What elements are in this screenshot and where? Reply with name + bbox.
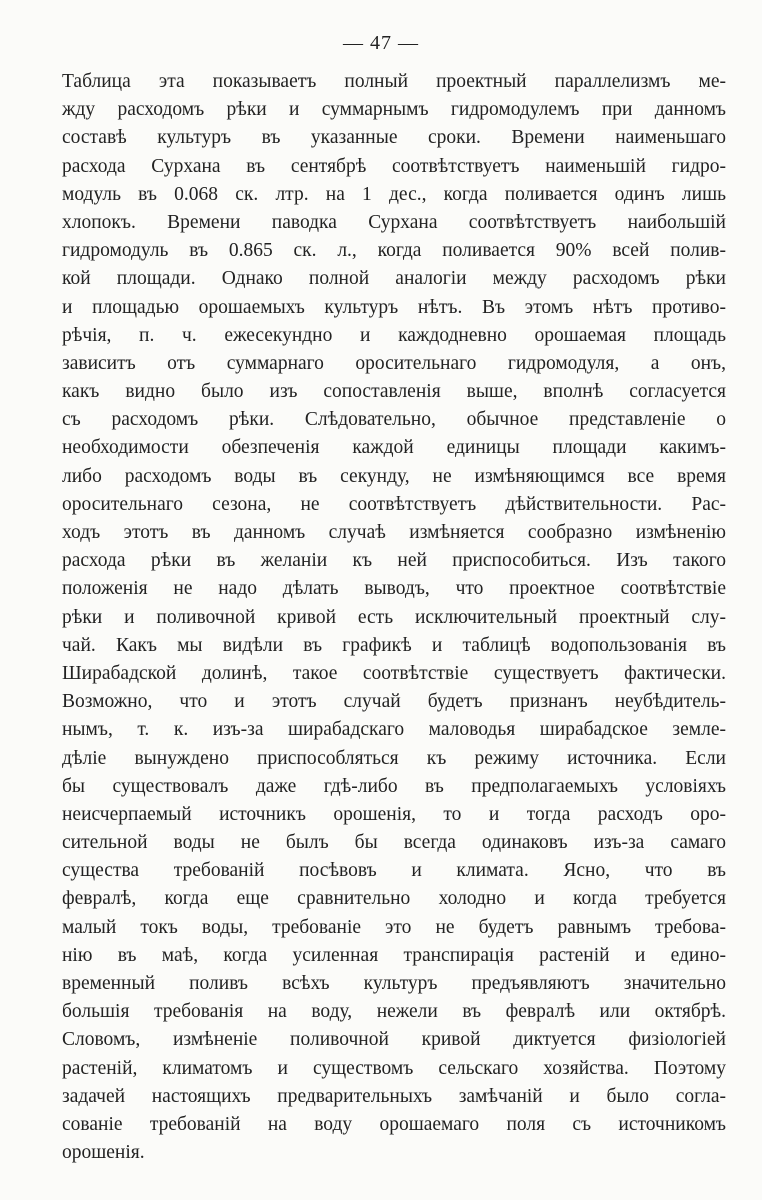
text-line: рѣки и поливочной кривой есть исключительный проектный слу- — [62, 606, 726, 628]
text-line: жду расходомъ рѣки и суммарнымъ гидромодулемъ при данномъ — [62, 99, 726, 121]
text-line: расхода Сурхана въ сентябрѣ соотвѣтствуетъ наименьшій гидро- — [62, 155, 726, 177]
text-line: орошенія. — [62, 1142, 145, 1164]
text-line: чай. Какъ мы видѣли въ графикѣ и таблицѣ водопользованія въ — [62, 634, 726, 656]
text-line: модуль въ 0.068 ск. лтр. на 1 дес., когда поливается одинъ лишь — [62, 183, 726, 205]
text-line: задачей настоящихъ предварительныхъ замѣчаній и было согла- — [62, 1085, 726, 1107]
text-line: необходимости обезпеченія каждой единицы площади какимъ- — [62, 437, 726, 459]
text-line: Возможно, что и этотъ случай будетъ признанъ неубѣдитель- — [62, 691, 726, 713]
text-line: рѣчія, п. ч. ежесекундно и каждодневно орошаемая площадь — [62, 324, 726, 346]
text-line: малый токъ воды, требованіе это не будетъ равнымъ требова- — [62, 916, 726, 938]
text-line: сительной воды не былъ бы всегда одинаковъ изъ-за самаго — [62, 832, 726, 854]
page-number: — 47 — — [343, 32, 419, 54]
text-line: Словомъ, измѣненіе поливочной кривой диктуется физіологіей — [62, 1029, 726, 1051]
text-line: хлопокъ. Времени паводка Сурхана соотвѣтствуетъ наибольшій — [62, 211, 726, 233]
text-line: ходъ этотъ въ данномъ случаѣ измѣняется сообразно измѣненію — [62, 522, 726, 543]
text-line: и площадью орошаемыхъ культуръ нѣтъ. Въ этомъ нѣтъ противо- — [62, 296, 726, 318]
text-line: дѣліе вынуждено приспособляться къ режиму источника. Если — [62, 747, 726, 769]
text-line: февралѣ, когда еще сравнительно холодно и когда требуется — [62, 888, 726, 910]
text-line: составѣ культуръ въ указанные сроки. Времени наименьшаго — [62, 127, 726, 149]
text-line: Таблица эта показываетъ полный проектный параллелизмъ ме- — [62, 71, 726, 92]
text-line: большія требованія на воду, нежели въ февралѣ или октябрѣ. — [62, 1001, 726, 1023]
text-line: оросительнаго сезона, не соотвѣтствуетъ дѣйствительности. Рас- — [62, 493, 726, 515]
text-line: временный поливъ всѣхъ культуръ предъявляютъ значительно — [62, 973, 726, 994]
text-line: Ширабадской долинѣ, такое соотвѣтствіе существуетъ фактически. — [62, 662, 726, 684]
text-line: кой площади. Однако полной аналогіи между расходомъ рѣки — [62, 268, 726, 290]
text-line: бы существовалъ даже гдѣ-либо въ предполагаемыхъ условіяхъ — [62, 775, 726, 797]
text-line: гидромодуль въ 0.865 ск. л., когда поливается 90% всей полив- — [62, 240, 726, 262]
text-line: существа требованій посѣвовъ и климата. Ясно, что въ — [62, 860, 726, 882]
text-line: съ расходомъ рѣки. Слѣдовательно, обычное представленіе о — [62, 409, 726, 431]
text-line: неисчерпаемый источникъ орошенія, то и тогда расходъ оро- — [62, 803, 726, 825]
body-text — [62, 68, 726, 1167]
text-line: либо расходомъ воды въ секунду, не измѣняющимся все время — [62, 465, 726, 487]
text-line: зависитъ отъ суммарнаго оросительнаго гидромодуля, а онъ, — [62, 352, 726, 374]
text-line: растеній, климатомъ и существомъ сельскаго хозяйства. Поэтому — [62, 1057, 726, 1079]
text-line: нію въ маѣ, когда усиленная транспирація растеній и едино- — [62, 944, 726, 966]
text-line: какъ видно было изъ сопоставленія выше, вполнѣ согласуется — [62, 381, 726, 403]
text-line: нымъ, т. к. изъ-за ширабадскаго маловодья ширабадское земле- — [62, 719, 726, 741]
text-line: расхода рѣки въ желаніи къ ней приспособиться. Изъ такого — [62, 550, 726, 572]
text-line: сованіе требованій на воду орошаемаго поля съ источникомъ — [62, 1113, 726, 1135]
text-line: положенія не надо дѣлать выводъ, что проектное соотвѣтствіе — [62, 578, 726, 600]
